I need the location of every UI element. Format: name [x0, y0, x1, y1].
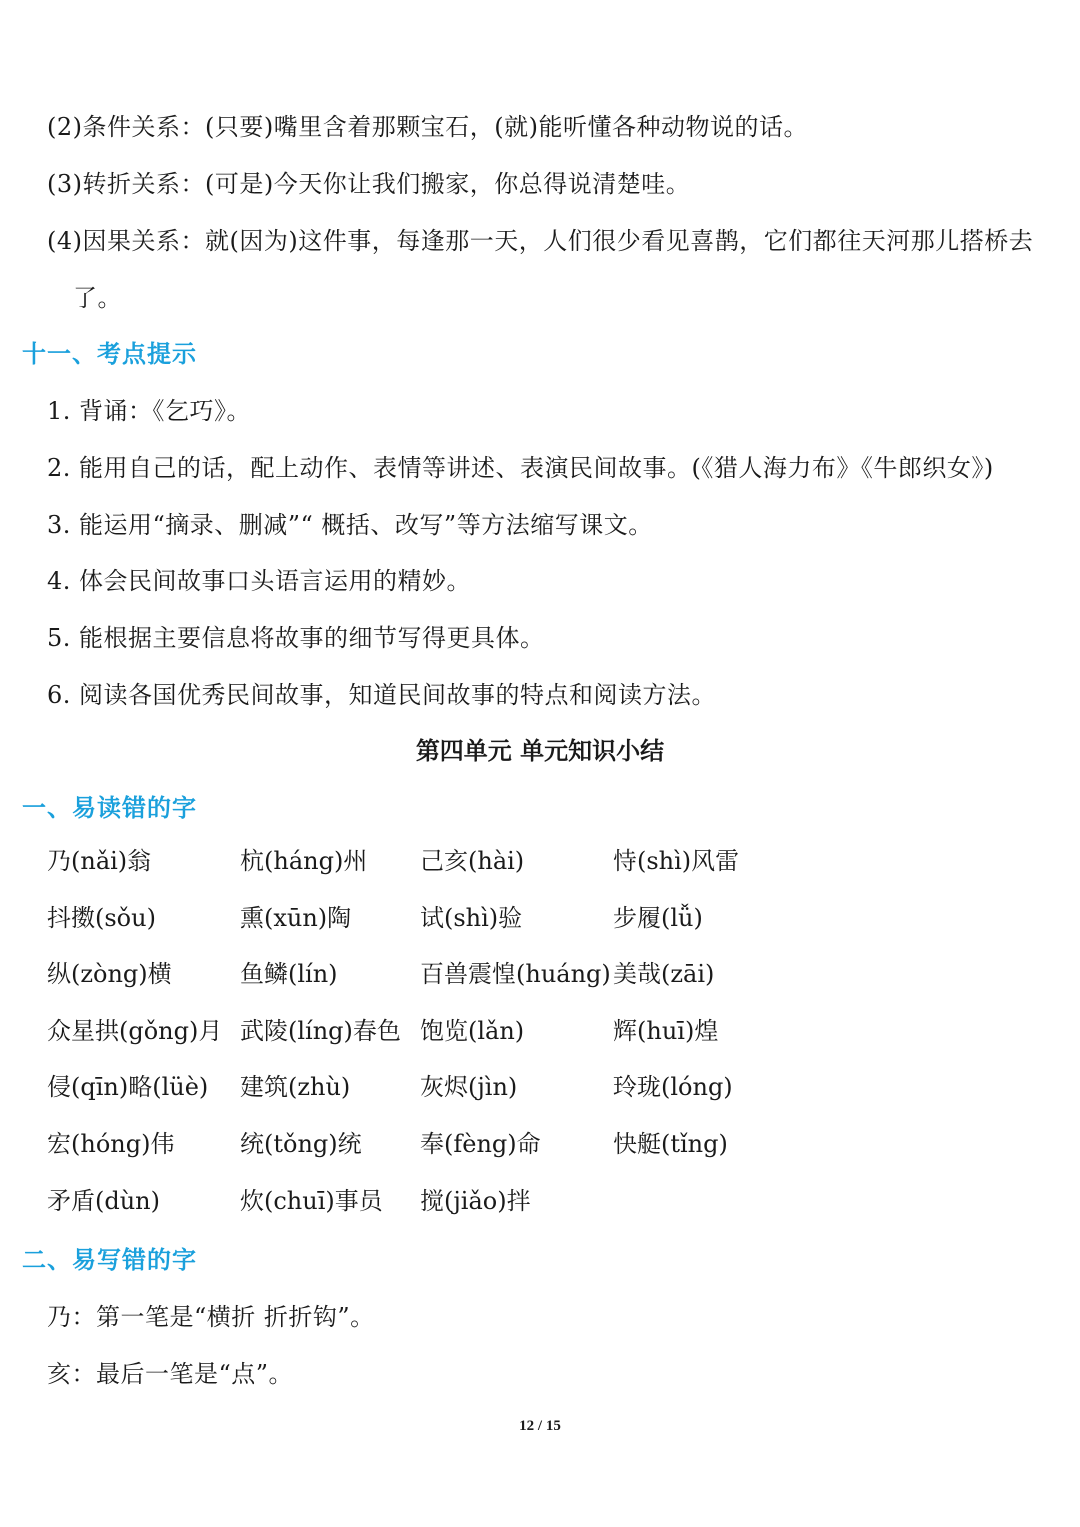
section-2-heading: 二、易写错的字 [22, 1246, 197, 1274]
misread-word: 快艇(tǐng) [613, 1130, 728, 1158]
relation-line-4: (4)因果关系：就(因为)这件事，每逢那一天，人们很少看见喜鹊，它们都往天河那儿搭桥去 [47, 227, 1034, 255]
exam-point-item [47, 621, 545, 655]
section-11-heading: 十一、考点提示 [22, 340, 197, 368]
misread-word: 鱼鳞(lín) [240, 960, 338, 988]
page-number: 12 / 15 [519, 1418, 561, 1434]
misread-word: 己亥(hài) [420, 847, 525, 875]
exam-point-item [47, 564, 471, 598]
misread-word: 美哉(zāi) [613, 960, 715, 988]
item-text: 背诵：《乞巧》。 [79, 397, 251, 425]
misread-word: 建筑(zhù) [240, 1073, 351, 1101]
misread-word: 纵(zòng)横 [47, 960, 172, 988]
misread-word: 搅(jiǎo)拌 [420, 1187, 531, 1215]
unit-title-text: 第四单元 单元知识小结 [415, 737, 665, 765]
item-number: 4. [47, 567, 71, 595]
misread-word: 试(shì)验 [420, 904, 523, 932]
item-text: 能用自己的话，配上动作、表情等讲述、表演民间故事。(《猎人海力布》《牛郎织女》) [79, 454, 994, 482]
section-1-heading: 一、易读错的字 [22, 794, 197, 822]
item-text: 体会民间故事口头语言运用的精妙。 [79, 567, 471, 595]
item-number: 1. [47, 397, 71, 425]
miswritten-item: 乃：第一笔是“横折 折折钩”。 [47, 1303, 375, 1331]
misread-word: 宏(hóng)伟 [47, 1130, 175, 1158]
misread-word: 百兽震惶(huáng) [420, 960, 611, 988]
misread-word: 饱览(lǎn) [420, 1017, 525, 1045]
misread-word: 矛盾(dùn) [47, 1187, 161, 1215]
misread-word: 辉(huī)煌 [613, 1017, 719, 1045]
misread-word: 玲珑(lóng) [613, 1073, 733, 1101]
exam-point-item [47, 678, 716, 712]
relation-line-4-cont: 了。 [73, 284, 122, 312]
misread-word: 武陵(líng)春色 [240, 1017, 401, 1045]
item-text: 能运用“摘录、删减”“ 概括、改写”等方法缩写课文。 [79, 511, 653, 539]
misread-word: 熏(xūn)陶 [240, 904, 352, 932]
misread-word: 众星拱(gǒng)月 [47, 1017, 223, 1045]
misread-word: 抖擞(sǒu) [47, 904, 156, 932]
misread-word: 侵(qīn)略(lüè) [47, 1073, 209, 1101]
item-text: 阅读各国优秀民间故事，知道民间故事的特点和阅读方法。 [79, 681, 716, 709]
item-number: 5. [47, 624, 71, 652]
item-text: 能根据主要信息将故事的细节写得更具体。 [79, 624, 545, 652]
exam-point-item [47, 508, 653, 542]
unit-title [0, 734, 1080, 768]
misread-word: 步履(lǚ) [613, 904, 703, 932]
relation-line-2: (2)条件关系：(只要)嘴里含着那颗宝石，(就)能听懂各种动物说的话。 [47, 113, 808, 141]
misread-word: 乃(nǎi)翁 [47, 847, 152, 875]
item-number: 3. [47, 511, 71, 539]
misread-word: 奉(fèng)命 [420, 1130, 541, 1158]
relation-line-3: (3)转折关系：(可是)今天你让我们搬家，你总得说清楚哇。 [47, 170, 691, 198]
misread-word: 炊(chuī)事员 [240, 1187, 383, 1215]
misread-word: 统(tǒng)统 [240, 1130, 362, 1158]
misread-word: 灰烬(jìn) [420, 1073, 518, 1101]
exam-point-item [47, 394, 251, 428]
misread-word: 恃(shì)风雷 [613, 847, 740, 875]
exam-point-item [47, 451, 994, 485]
misread-word: 杭(háng)州 [240, 847, 368, 875]
item-number: 2. [47, 454, 71, 482]
item-number: 6. [47, 681, 71, 709]
miswritten-item: 亥：最后一笔是“点”。 [47, 1360, 294, 1388]
